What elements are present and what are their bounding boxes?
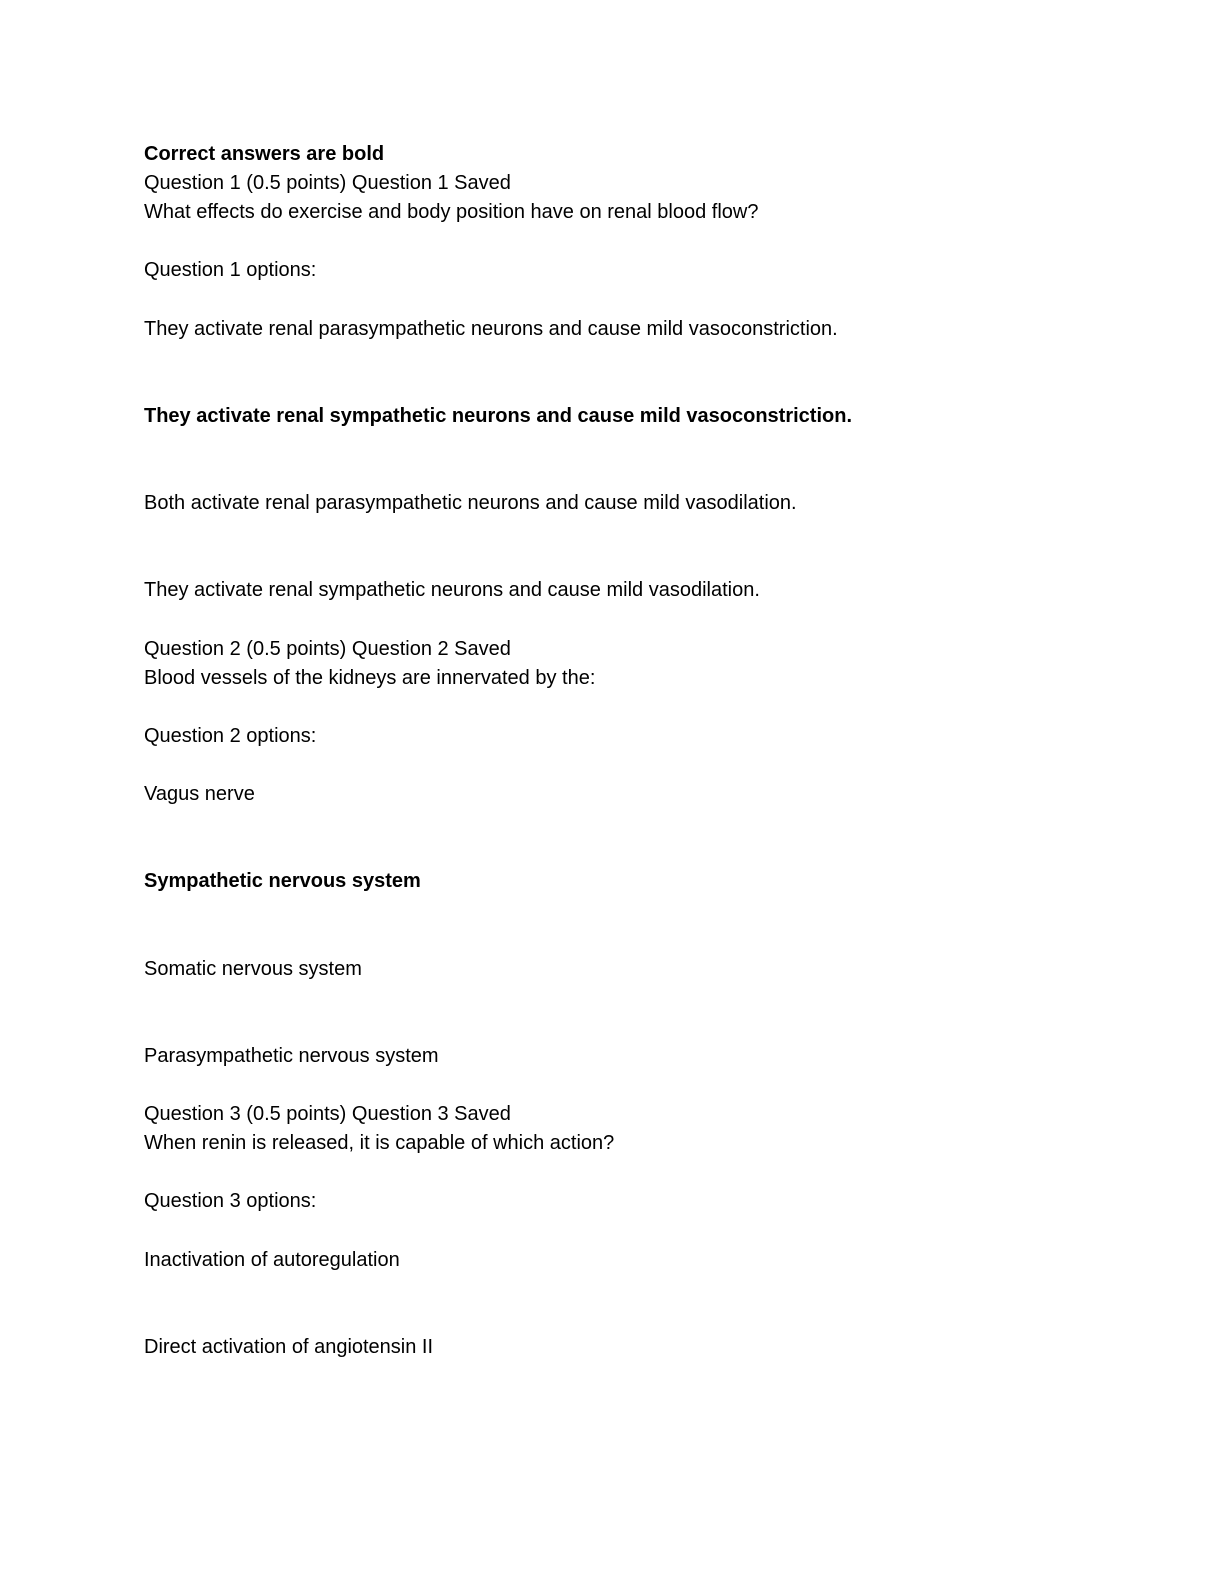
blank-line <box>144 344 1164 373</box>
option-text: They activate renal sympathetic neurons and cause mild vasodilation. <box>144 579 760 602</box>
blank-line <box>144 751 1164 780</box>
options-label: Question 3 options: <box>144 1190 317 1213</box>
question-prompt: Blood vessels of the kidneys are innervated by the: <box>144 666 596 689</box>
option-text: They activate renal sympathetic neurons and cause mild vasoconstriction. <box>144 404 853 427</box>
option-text: Inactivation of autoregulation <box>144 1248 400 1271</box>
blank-line <box>144 1158 1164 1187</box>
option-text: Vagus nerve <box>144 783 255 806</box>
blank-line <box>144 926 1164 955</box>
blank-line <box>144 693 1164 722</box>
blank-line <box>144 896 1164 925</box>
option-text: Sympathetic nervous system <box>144 870 421 893</box>
blank-line <box>144 1216 1164 1245</box>
question-header: Question 1 (0.5 points) Question 1 Saved <box>144 172 511 195</box>
blank-line <box>144 431 1164 460</box>
blank-line <box>144 285 1164 314</box>
blank-line <box>144 984 1164 1013</box>
blank-line <box>144 227 1164 256</box>
options-label: Question 1 options: <box>144 259 317 282</box>
blank-line <box>144 809 1164 838</box>
blank-line <box>144 518 1164 547</box>
blank-line <box>144 373 1164 402</box>
note-line: Correct answers are bold <box>144 143 385 165</box>
option-text: Parasympathetic nervous system <box>144 1044 439 1067</box>
option-text: Somatic nervous system <box>144 957 362 980</box>
question-header: Question 2 (0.5 points) Question 2 Saved <box>144 637 511 660</box>
question-prompt: When renin is released, it is capable of which action? <box>144 1132 615 1155</box>
options-label: Question 2 options: <box>144 724 317 747</box>
blank-line <box>144 1304 1164 1333</box>
blank-line <box>144 460 1164 489</box>
question-header: Question 3 (0.5 points) Question 3 Saved <box>144 1103 511 1126</box>
blank-line <box>144 1275 1164 1304</box>
blank-line <box>144 838 1164 867</box>
blank-line <box>144 1013 1164 1042</box>
blank-line <box>144 606 1164 635</box>
blank-line <box>144 547 1164 576</box>
option-text: Both activate renal parasympathetic neurons and cause mild vasodilation. <box>144 492 797 515</box>
quiz-document <box>144 140 1164 1362</box>
question-prompt: What effects do exercise and body position have on renal blood flow? <box>144 201 759 224</box>
option-text: Direct activation of angiotensin II <box>144 1335 434 1358</box>
option-text: They activate renal parasympathetic neurons and cause mild vasoconstriction. <box>144 317 838 340</box>
blank-line <box>144 1071 1164 1100</box>
